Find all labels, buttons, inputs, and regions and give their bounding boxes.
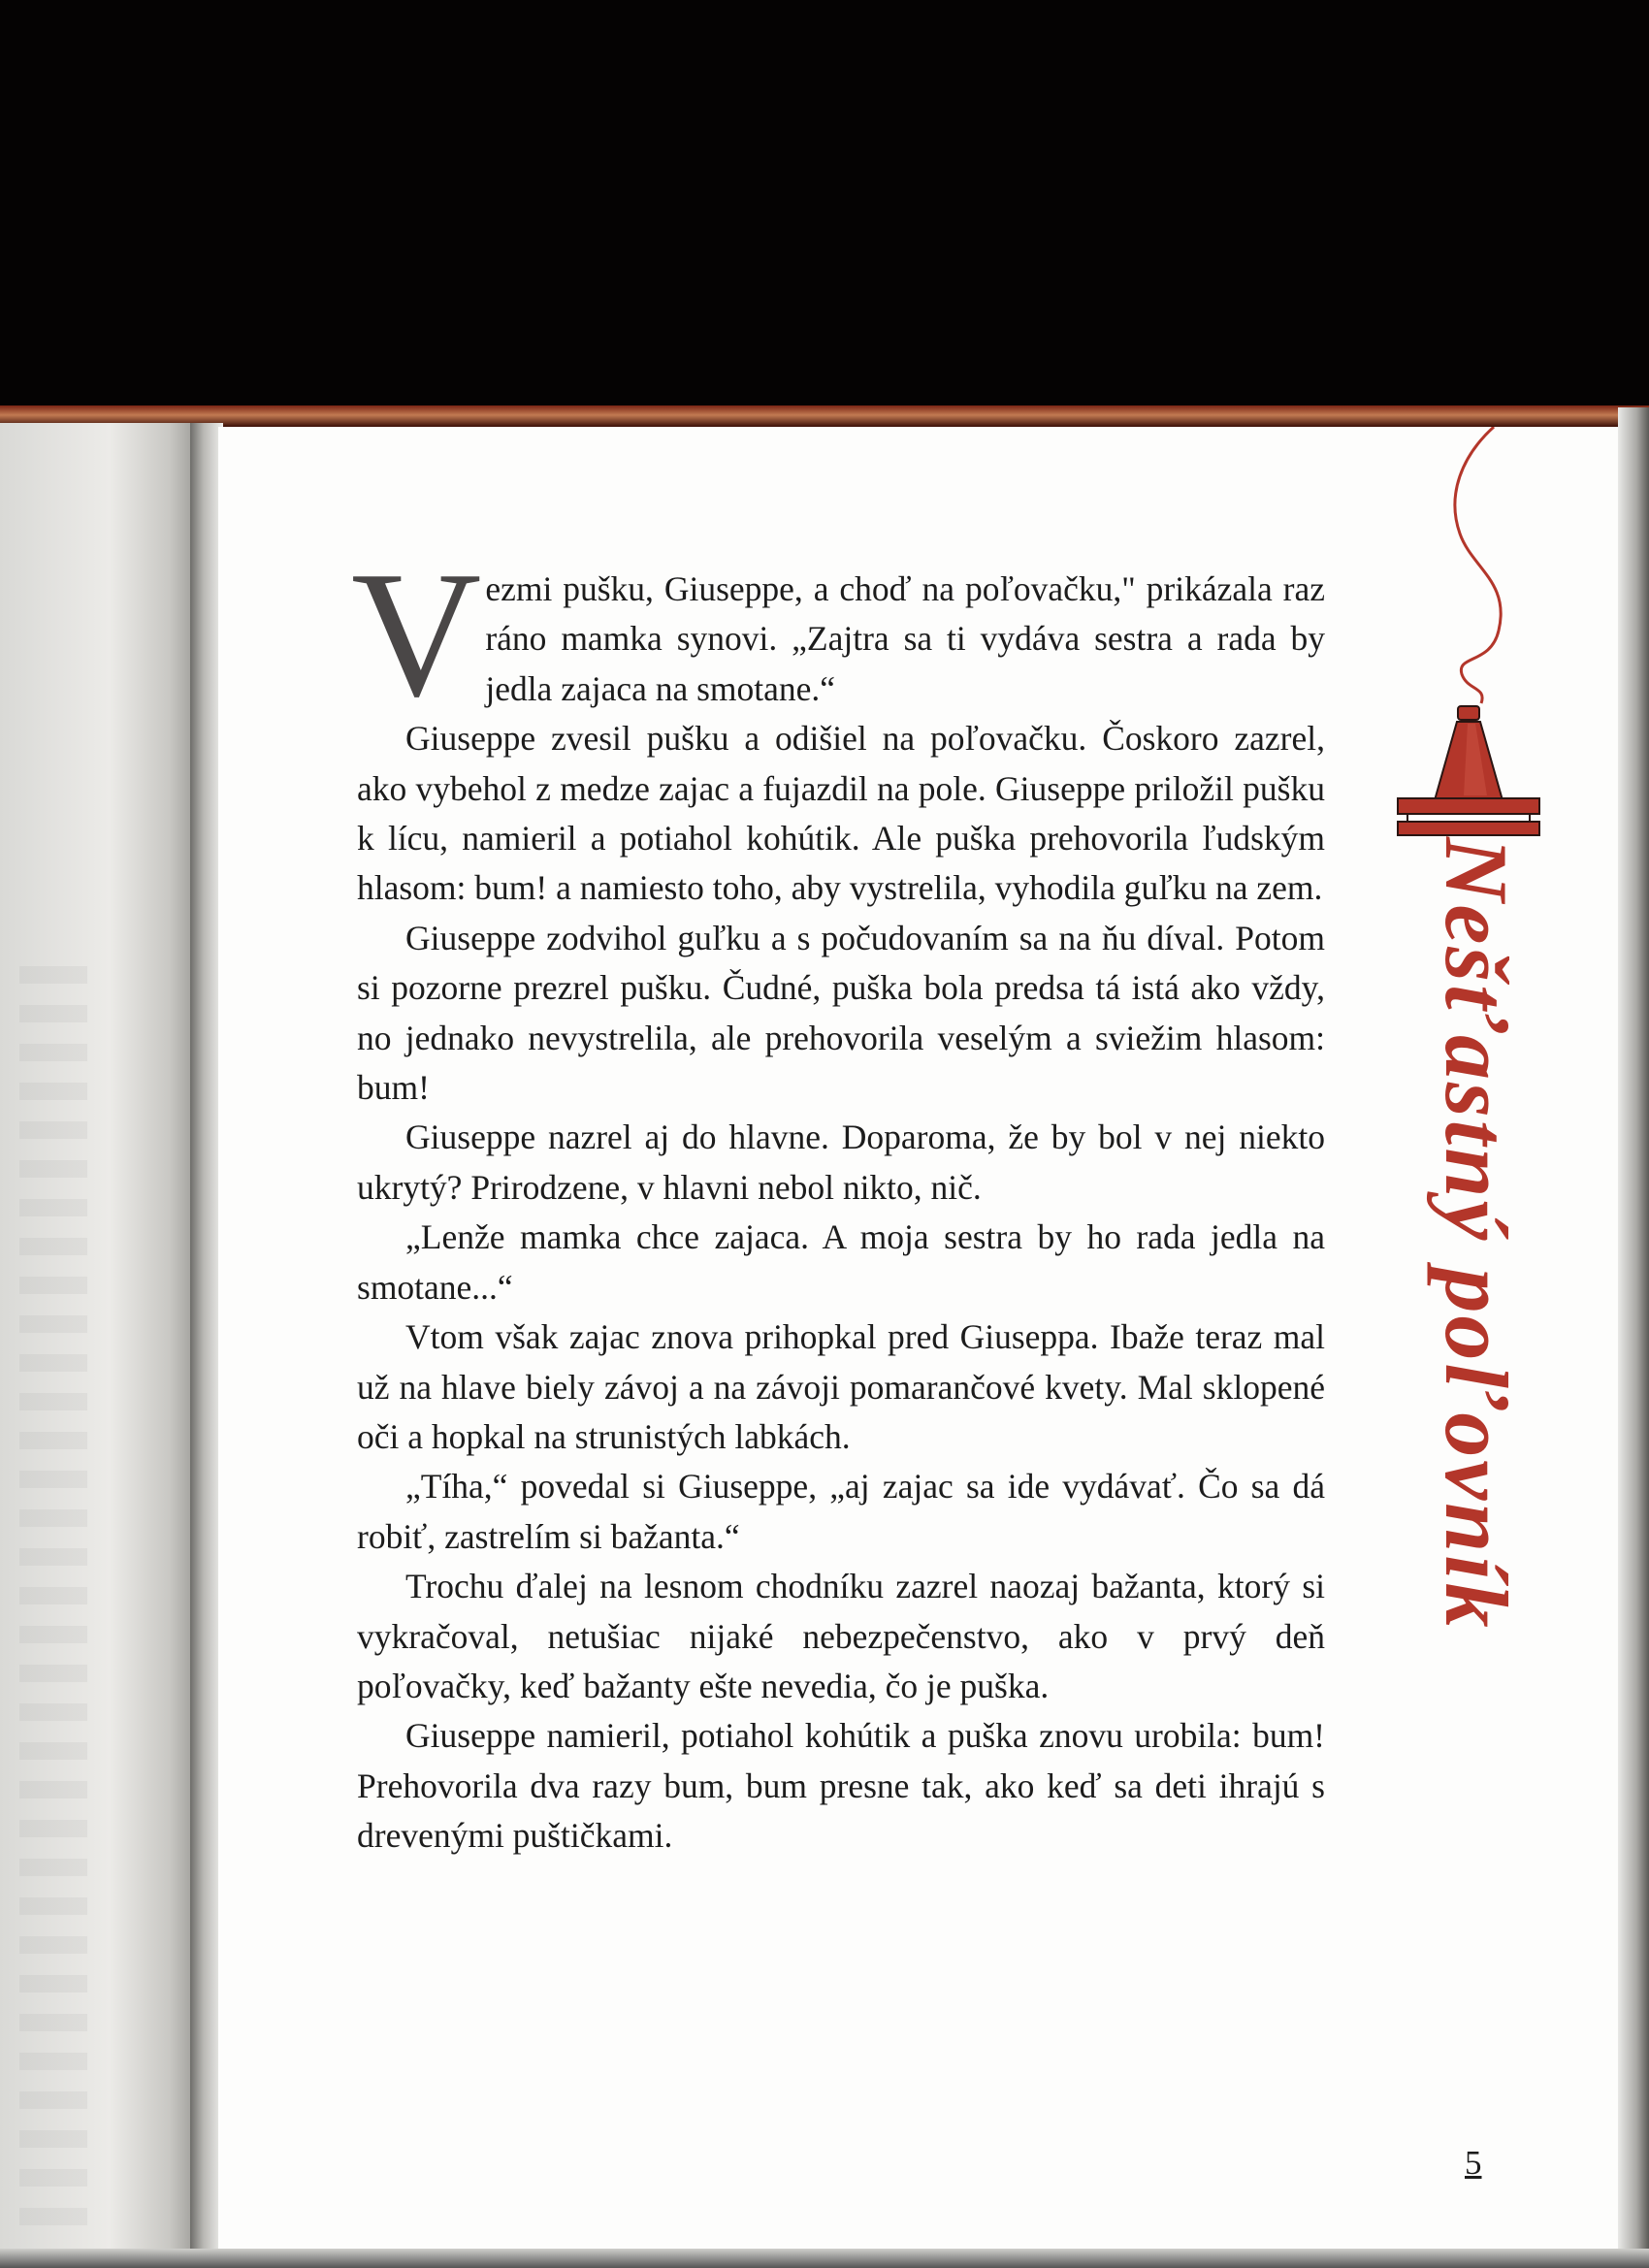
paragraph: Vtom však zajac znova prihopkal pred Giuseppa. Ibaže teraz mal už na hlave biely závoj a na závoji pomarančové kvety. Mal sklopené oči a hopkal na strunistých labkách. <box>357 1317 1325 1456</box>
bottom-edge <box>0 2249 1649 2268</box>
paragraph-first <box>351 535 1325 734</box>
bleed-through-text <box>19 966 87 2227</box>
scan-background <box>0 0 1649 407</box>
bell-pendant-icon <box>1353 427 1547 839</box>
left-page <box>0 423 199 2268</box>
first-paragraph-text: ezmi pušku, Giuseppe, a choď na poľovačku," prikázala raz ráno mamka synovi. „Zajtra sa ti vydáva sestra a rada by jedla zajaca na smotane.“ <box>485 569 1325 708</box>
paragraph: „Tíha,“ povedal si Giuseppe, „aj zajac sa ide vydávať. Čo sa dá robiť, zastrelím si bažanta.“ <box>357 1467 1325 1556</box>
paragraph: Giuseppe namieril, potiahol kohútik a puška znovu urobila: bum! Prehovorila dva razy bum, bum presne tak, ako keď sa deti ihrajú s drevenými puštičkami. <box>357 1716 1325 1856</box>
book-cover-edge <box>0 405 1649 427</box>
page-number: 5 <box>1465 2144 1482 2182</box>
paragraph: „Lenže mamka chce zajaca. A moja sestra by ho rada jedla na smotane...“ <box>357 1217 1325 1307</box>
story-title: Nešťastný poľovník <box>1427 837 1526 1631</box>
paragraph: Giuseppe zodvihol guľku a s počudovaním sa na ňu díval. Potom si pozorne prezrel pušku. Čudné, puška bola predsa tá istá ako vždy, no jednako nevystrelila, ale prehovorila veselým a sviežim hlasom: bum! <box>357 918 1325 1108</box>
story-text <box>351 535 1325 1862</box>
paragraph: Trochu ďalej na lesnom chodníku zazrel naozaj bažanta, ktorý si vykračoval, netušiac nijaké nebezpečenstvo, ako v prvý deň poľovačky, keď bažanty ešte nevedia, čo je puška. <box>357 1567 1325 1705</box>
drop-cap: V <box>351 535 482 734</box>
paragraph: Giuseppe nazrel aj do hlavne. Doparoma, že by bol v nej niekto ukrytý? Prirodzene, v hlavni nebol nikto, nič. <box>357 1118 1325 1207</box>
page-edge <box>1618 407 1649 2268</box>
paragraph: Giuseppe zvesil pušku a odišiel na poľovačku. Čoskoro zazrel, ako vybehol z medze zajac a fujazdil na pole. Giuseppe priložil pušku k lícu, namieril a potiahol kohútik. Ale puška prehovorila ľudským hlasom: bum! a namiesto toho, aby vystrelila, vyhodila guľku na zem. <box>357 719 1325 908</box>
